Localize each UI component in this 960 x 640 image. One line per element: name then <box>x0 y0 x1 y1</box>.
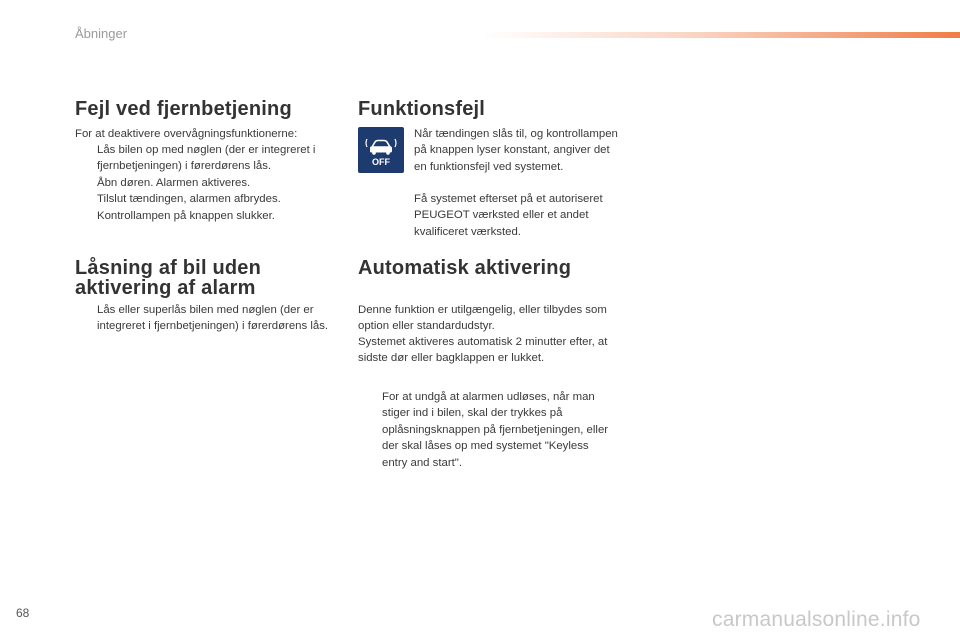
malfunction-desc: Når tændingen slås til, og kontrollampen på knappen lyser konstant, angiver det en funktionsfejl ved systemet. <box>414 128 618 173</box>
auto-activation-desc: Systemet aktiveres automatisk 2 minutter efter, at sidste dør eller bagklappen er lukket. <box>358 336 608 365</box>
heading-lock-without-alarm <box>75 258 261 298</box>
heading-line: aktivering af alarm <box>75 277 256 299</box>
remote-fault-intro: For at deaktivere overvågningsfunktionerne: <box>75 128 298 140</box>
malfunction-service: Få systemet efterset på et autoriseret PEUGEOT værksted eller et andet kvalificeret værksted. <box>414 193 603 238</box>
list-item: Åbn døren. Alarmen aktiveres. <box>97 176 251 189</box>
header-accent-rule <box>484 32 960 38</box>
lock-without-alarm-steps <box>75 302 345 335</box>
page-number: 68 <box>16 606 30 620</box>
auto-activation-availability: Denne funktion er utilgængelig, eller tilbydes som option eller standardudstyr. <box>358 304 607 333</box>
section-title: Åbninger <box>75 26 128 41</box>
watermark-text: carmanualsonline.info <box>712 608 921 631</box>
svg-text:OFF: OFF <box>372 157 390 167</box>
list-item: Lås eller superlås bilen med nøglen (der er integreret i fjernbetjeningen) i førerdørens lås. <box>97 304 329 333</box>
heading-line: Låsning af bil uden <box>75 257 262 279</box>
heading-remote-fault: Fejl ved fjernbetjening <box>75 98 292 120</box>
alarm-off-warning-icon <box>358 127 404 173</box>
auto-activation-notes <box>358 389 614 471</box>
list-item: For at undgå at alarmen udløses, når man stiger ind i bilen, skal der trykkes på oplåsningsknappen på fjernbetjeningen, eller der skal låses op med systemet "Keyless entry and start". <box>382 391 609 469</box>
list-item: Tilslut tændingen, alarmen afbrydes. Kontrollampen på knappen slukker. <box>97 193 281 222</box>
heading-auto-activation: Automatisk aktivering <box>358 257 572 279</box>
remote-fault-steps <box>75 142 345 224</box>
heading-malfunction: Funktionsfejl <box>358 98 486 120</box>
list-item: Lås bilen op med nøglen (der er integreret i fjernbetjeningen) i førerdørens lås. <box>97 144 316 173</box>
